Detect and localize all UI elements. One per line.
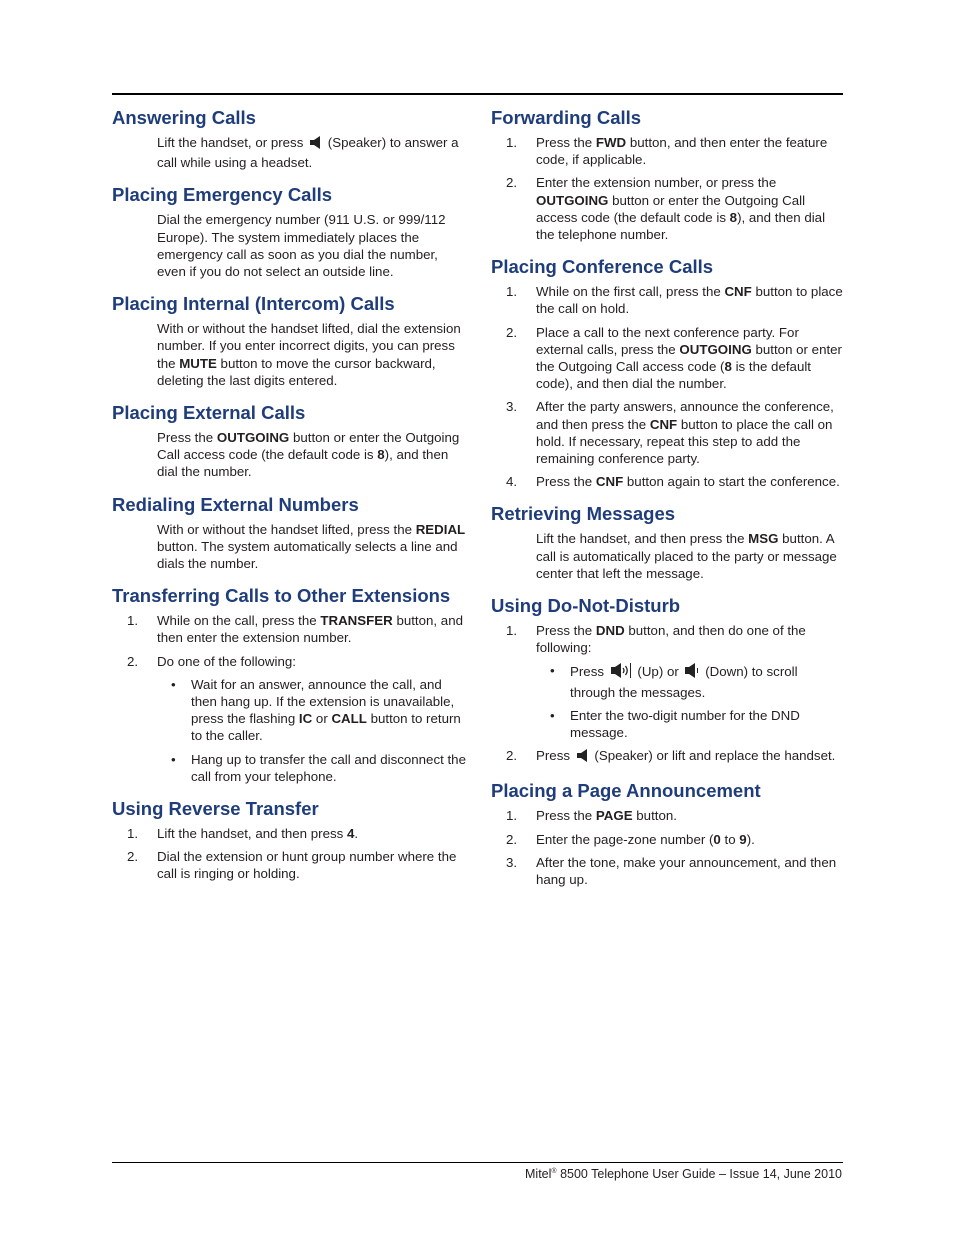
dnd-options [536, 662, 843, 741]
bullet-item: • Press (Up) or (Down) to scroll through the messages. [550, 663, 798, 700]
answering-text: Lift the handset, or press (Speaker) to answer a call while using a headset. [157, 135, 459, 171]
footer-rule [112, 1162, 843, 1163]
reverse-steps [112, 825, 468, 883]
section-messages [491, 502, 843, 582]
internal-text: With or without the handset lifted, dial the extension number. If you enter incorrect digits, you can press the MUTE button to move the cursor backward, deleting the last digits entered. [157, 321, 461, 388]
bullet-item: • Wait for an answer, announce the call, and then hang up. If the extension is unavailable, press the flashing IC or CALL button to return to the caller. [171, 676, 461, 744]
speaker-icon [576, 748, 589, 767]
heading-redialing: Redialing External Numbers [112, 493, 359, 515]
bullet-item: • Hang up to transfer the call and disconnect the call from your telephone. [171, 751, 466, 784]
list-item: 1. While on the call, press the TRANSFER button, and then enter the extension number. [127, 613, 463, 646]
list-item: 2. Enter the page-zone number (0 to 9). [506, 831, 755, 847]
section-redialing [112, 493, 468, 573]
page-footer: Mitel® 8500 Telephone User Guide – Issue 14, June 2010 [525, 1167, 842, 1181]
header-rule [112, 93, 843, 95]
bullet-item: • Enter the two-digit number for the DND message. [550, 707, 800, 741]
list-item: 1. Press the FWD button, and then enter the feature code, if applicable. [506, 135, 828, 168]
heading-page-announcement: Placing a Page Announcement [491, 780, 761, 802]
page-steps [491, 807, 843, 888]
list-item: 3. After the party answers, announce the conference, and then press the CNF button to place the call on hold. If necessary, repeat this step to add the remaining conference party. [506, 399, 834, 467]
list-item: 1. Lift the handset, and then press 4. [127, 826, 359, 842]
section-answering-calls [112, 106, 468, 171]
list-item: 1. While on the first call, press the CNF button to place the call on hold. [506, 284, 843, 317]
section-emergency-calls [112, 183, 468, 280]
list-item: 2. Dial the extension or hunt group number where the call is ringing or holding. [127, 849, 457, 882]
redial-text: With or without the handset lifted, press the REDIAL button. The system automatically selects a line and dials the number. [157, 521, 466, 572]
heading-reverse-transfer: Using Reverse Transfer [112, 798, 319, 820]
heading-dnd: Using Do-Not-Disturb [491, 595, 681, 617]
transfer-steps [112, 612, 468, 785]
heading-emergency-calls: Placing Emergency Calls [112, 184, 333, 206]
external-text: Press the OUTGOING button or enter the Outgoing Call access code (the default code is 8), and then dial the number. [157, 430, 460, 480]
list-item: 3. After the tone, make your announcement, and then hang up. [506, 854, 837, 888]
emergency-text: Dial the emergency number (911 U.S. or 999/112 Europe). The system immediately places the emergency call as soon as you dial the number, even if you do not select an outside line. [157, 212, 446, 280]
volume-down-icon [684, 662, 699, 683]
list-item: 2. Enter the extension number, or press the OUTGOING button or enter the Outgoing Call access code (the default code is 8), and then dial the telephone number. [506, 175, 826, 243]
transfer-options [157, 676, 468, 785]
list-item: 2. Do one of the following: • Wait for an answer, announce the call, and then hang up. If the extension is unavailable, press the flashing IC or CALL button to return to the caller. • Hang up to transfer the call and disconnect the call from your telephone. [112, 653, 468, 785]
messages-text: Lift the handset, and then press the MSG button. A call is automatically placed to the party or message center that left the message. [536, 531, 837, 581]
right-column [491, 106, 843, 900]
heading-conference: Placing Conference Calls [491, 256, 714, 278]
list-item: 4. Press the CNF button again to start the conference. [506, 474, 840, 490]
dnd-steps [491, 622, 843, 767]
heading-transferring: Transferring Calls to Other Extensions [112, 585, 451, 607]
heading-internal-calls: Placing Internal (Intercom) Calls [112, 293, 395, 315]
speaker-icon [309, 135, 322, 154]
list-item: 2. Place a call to the next conference party. For external calls, press the OUTGOING button or enter the Outgoing Call access code (8 is the default code), and then dial the number. [506, 324, 842, 392]
section-page-announcement [491, 779, 843, 888]
section-conference [491, 255, 843, 490]
heading-forwarding: Forwarding Calls [491, 107, 642, 128]
section-transferring [112, 584, 468, 785]
list-item: 2. Press (Speaker) or lift and replace the handset. [491, 747, 843, 767]
heading-external-calls: Placing External Calls [112, 402, 306, 424]
section-internal-calls [112, 292, 468, 389]
list-item: 1. Press the PAGE button. [506, 808, 677, 824]
section-forwarding [491, 106, 843, 243]
section-dnd [491, 594, 843, 767]
volume-up-icon [610, 662, 632, 683]
forwarding-steps [491, 134, 843, 243]
list-item: 1. Press the DND button, and then do one of the following: • Press (Up) or (Down) to scroll through the messages. • Enter the two-digit number for the DND message. [491, 622, 843, 741]
section-external-calls [112, 401, 468, 481]
left-column [112, 106, 468, 895]
section-reverse-transfer [112, 797, 468, 883]
conference-steps [491, 283, 843, 490]
heading-messages: Retrieving Messages [491, 503, 676, 525]
heading-answering-calls: Answering Calls [112, 107, 256, 128]
